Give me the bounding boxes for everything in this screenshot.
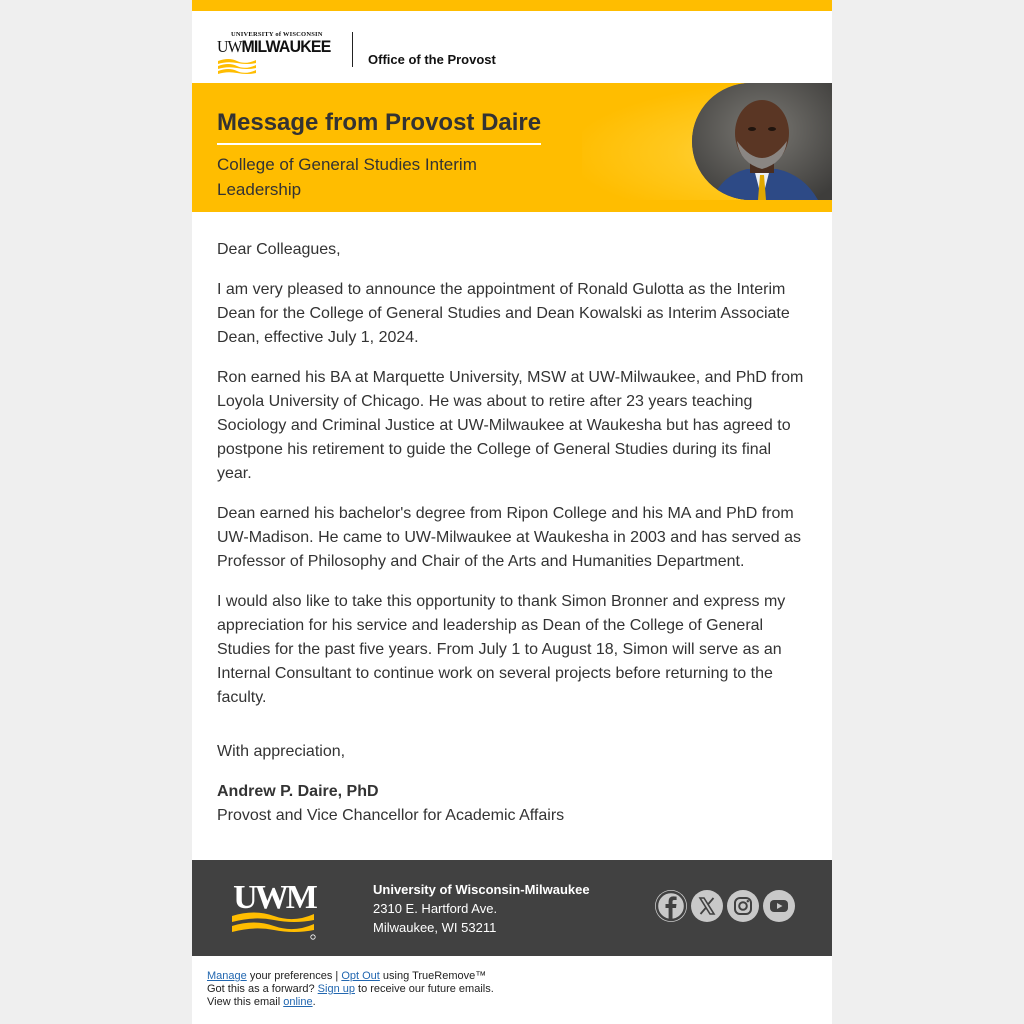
- banner-title: Message from Provost Daire: [217, 109, 542, 136]
- youtube-icon[interactable]: [763, 890, 795, 922]
- instagram-icon[interactable]: [727, 890, 759, 922]
- header-divider: [352, 32, 353, 67]
- x-icon[interactable]: [691, 890, 723, 922]
- closing: With appreciation,: [217, 743, 346, 760]
- footer-city: Milwaukee, WI 53211: [373, 920, 497, 935]
- signature-title: Provost and Vice Chancellor for Academic Affairs: [217, 807, 565, 824]
- brand-header: [192, 11, 832, 83]
- provost-photo: [692, 83, 832, 200]
- email-container: [192, 0, 832, 1024]
- view-online-link[interactable]: online: [283, 996, 313, 1008]
- paragraph-appointment: I am very pleased to announce the appointment of Ronald Gulotta as the Interim Dean for the College of General Studies and Dean Kowalski as Interim Associate Dean, effective July 1, 2024.: [217, 281, 790, 346]
- hero-banner: [192, 83, 832, 212]
- logo-wordmark: UWMILWAUKEE: [217, 37, 331, 56]
- uwm-footer-logo[interactable]: [230, 878, 318, 942]
- paragraph-thanks: I would also like to take this opportunity to thank Simon Bronner and express my appreciation for his service and leadership as Dean of the College of General Studies for the past five years. From July 1 to August 18, Simon will serve as an Internal Consultant to continue work on several projects before returning to the faculty.: [217, 593, 786, 706]
- legal-line-preferences: Manage your preferences | Opt Out using TrueRemove™: [207, 970, 487, 982]
- title-underline: [217, 143, 541, 145]
- banner-subtitle: College of General Studies Interim Leadership: [217, 155, 477, 199]
- opt-out-link[interactable]: Opt Out: [341, 970, 380, 982]
- footer-street: 2310 E. Hartford Ave.: [373, 901, 498, 916]
- office-title: Office of the Provost: [368, 52, 496, 67]
- greeting: Dear Colleagues,: [217, 241, 341, 258]
- footer-university: University of Wisconsin-Milwaukee: [373, 882, 590, 897]
- legal-line-online: View this email online.: [207, 996, 316, 1008]
- message-body: [217, 238, 807, 844]
- footer-logo-text: UWM: [233, 879, 315, 916]
- paragraph-ron-bio: Ron earned his BA at Marquette University, MSW at UW-Milwaukee, and PhD from Loyola University of Chicago. He was about to retire after 23 years teaching Sociology and Criminal Justice at UW-Milwaukee at Waukesha but has agreed to postpone his retirement to guide the College of General Studies during its final year.: [217, 369, 804, 482]
- paragraph-dean-bio: Dean earned his bachelor's degree from Ripon College and his MA and PhD from UW-Madison. He came to UW-Milwaukee at Waukesha in 2003 and has served as Professor of Philosophy and Chair of the Arts and Humanities Department.: [217, 505, 801, 570]
- legal-line-forward: Got this as a forward? Sign up to receive our future emails.: [207, 983, 494, 995]
- manage-link[interactable]: Manage: [207, 970, 247, 982]
- footer-address: [373, 880, 590, 937]
- sign-up-link[interactable]: Sign up: [317, 983, 355, 995]
- logo-university-text: UNIVERSITY of WISCONSIN: [231, 31, 323, 38]
- social-links: [655, 890, 795, 922]
- footer: [192, 860, 832, 956]
- legal-text: [207, 970, 494, 1009]
- facebook-icon[interactable]: [655, 890, 687, 922]
- top-gold-bar: [192, 0, 832, 11]
- logo-wave-icon: [217, 58, 257, 74]
- uwm-logo[interactable]: [217, 31, 339, 79]
- signature-name: Andrew P. Daire, PhD: [217, 783, 379, 800]
